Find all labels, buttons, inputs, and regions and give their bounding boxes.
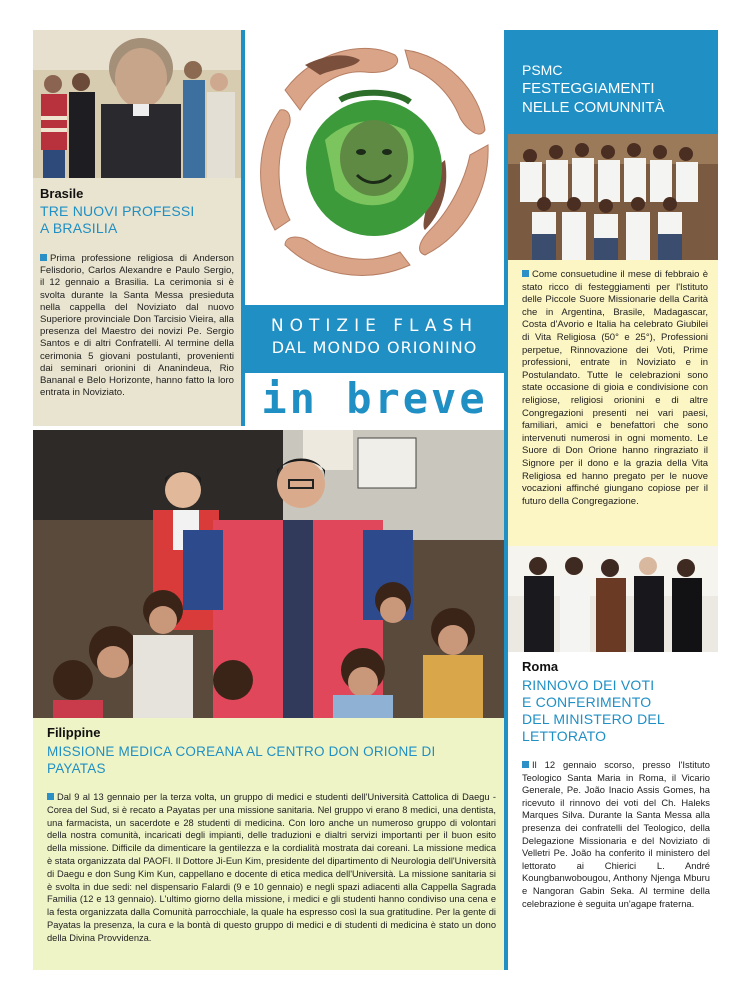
brasile-location: Brasile [40,186,84,201]
center-title: in breve [261,374,488,423]
bullet-square-icon [522,270,529,277]
filippine-body-wrap [47,791,496,945]
psmc-headline-1: FESTEGGIAMENTI [522,80,655,97]
psmc-body-wrap [522,269,708,508]
brasile-panel [33,178,241,426]
psmc-location: PSMC [522,62,563,78]
roma-headline-4: LETTORATO [522,728,607,744]
psmc-body: Come consuetudine il mese di febbraio è stato ricco di festeggiamenti per l'Istituto delle Piccole Suore Missionarie della Carità che in Argentina, Brasile, Madagascar, Costa d'Avorio e Italia ha celebrato Giubilei di Vita Religiosa (50° e 25°), Professioni perpetue, Rinnovazione dei Voti, Prime professioni, entrate in Noviziato e in Postulandato. Tutte le celebrazioni sono state occasione di gioia e condivisione con religiose, religiosi orionini e di altre Congregazioni presenti nei vari paesi, familiari, amici e benefattori che sono intervenuti numerosi in ogni momento. Le Suore di Don Orione hanno ringraziato il Signore per il dono e la grazia della Vita Religiosa ed hanno pregato per le nuove vocazioni affinché giungano copiose per il futuro della Congregazione. [522,269,708,507]
brasile-body-wrap [40,253,234,399]
filippine-location: Filippine [47,725,101,740]
brasile-headline-1: TRE NUOVI PROFESSI [40,203,195,219]
roma-panel [508,652,718,970]
roma-headline-2: E CONFERIMENTO [522,694,652,710]
hands-photo [245,30,504,305]
roma-headline-1: RINNOVO DEI VOTI [522,677,655,693]
roma-body: Il 12 gennaio scorso, presso l'Istituto Teologico Santa Maria in Roma, il Vicario Generale, Pe. João Inacio Assis Gomes, ha ricevuto il rinnovo dei voti del Ch. Haleks Marques Silva. Durante la Santa Messa alla presenza dei confratelli del Teologico, della Delegazione Missionaria e del Noviziato di Velletri Pe. João ha conferito il ministero del lettorato ai Chierici L. André Koungbanwobougou, Anthony Njenga Mburu e Nangoran Gabin Seka. Al termine della celebrazione è seguita un'agape fraterna. [522,759,710,909]
filippine-body: Dal 9 al 13 gennaio per la terza volta, un gruppo di medici e studenti dell'Università Cattolica di Daegu - Corea del Sud, si è recato a Payatas per una missione sanitaria. Nel gruppo vi erano 8 medici, una dentista, una farmacista, un sacerdote e 28 studenti di medicina. Con loro anche un numeroso gruppo di volontari della nostra comunità, incaricati degli impianti, delle traduzioni e dialtri servizi importanti per il buon esito della missione. Difficile da dimenticare la gentilezza e la cordialità mostrata dai coreani. La missione medica è stata organizzata dal PAOFI. Il Dottore Ji-Eun Kim, presidente del dipartimento di Neurologia dell'Università di Daegu e don Sung Kim Kun, cappellano e docente di etica medica dell'Università. La missione sanitaria si è svolta in due sedi: nel dispensario Falardi (9 e 10 gennaio) e negli spazi adiacenti alla Cappella Sagrada Familia (12 e 13 gennaio). L'ultimo giorno della missione, i medici e gli studenti hanno condiviso una cena e la festa organizzata dalla Comunità parrocchiale, la quale ha espresso così la sua gratitudine. Per la gente di Payatas la presenza, la cura e la bontà di questo gruppo di medici e di studenti di medicina è stato un dono della Divina Provvidenza. [47,792,496,943]
filippine-photo [33,430,504,718]
roma-location: Roma [522,659,559,674]
bullet-square-icon [40,254,47,261]
psmc-panel [508,260,718,546]
center-banner [245,305,504,373]
roma-photo [508,546,718,652]
center-title-box [245,373,504,426]
filippine-headline: MISSIONE MEDICA COREANA AL CENTRO DON ORIONE DI PAYATAS [47,744,436,776]
center-kicker-2: DAL MONDO ORIONINO [271,338,478,357]
psmc-photo [508,134,718,260]
bullet-square-icon [522,761,529,768]
bullet-square-icon [47,793,54,800]
psmc-headline-2: NELLE COMUNNITÀ [522,99,665,116]
roma-headline-3: DEL MINISTERO DEL [522,711,665,727]
filippine-panel [33,718,504,970]
center-kicker-1: NOTIZIE FLASH [270,316,479,336]
brasile-body: Prima professione religiosa di Anderson Felisdorio, Carlos Alexandre e Paulo Sergio, il 12 gennaio a Brasilia. La cerimonia si è svolta durante la Santa Messa presieduta nella cappella del Noviziato dal nuovo Superiore provinciale Don Tarcisio Vieira, alla presenza del Maestro dei novizi Pe. Sergio Santos e di altri Confratelli. Al termine della cerimonia 5 giovani postulanti, provenienti dai seminari orionini di Ananindeua, Rio Bananal e Belo Horizonte, hanno fatto la loro entrata in Noviziato. [40,253,234,399]
psmc-header [508,30,718,134]
brasile-headline-2: A BRASILIA [40,220,118,236]
roma-body-wrap [522,759,710,910]
brasile-photo [33,30,241,178]
